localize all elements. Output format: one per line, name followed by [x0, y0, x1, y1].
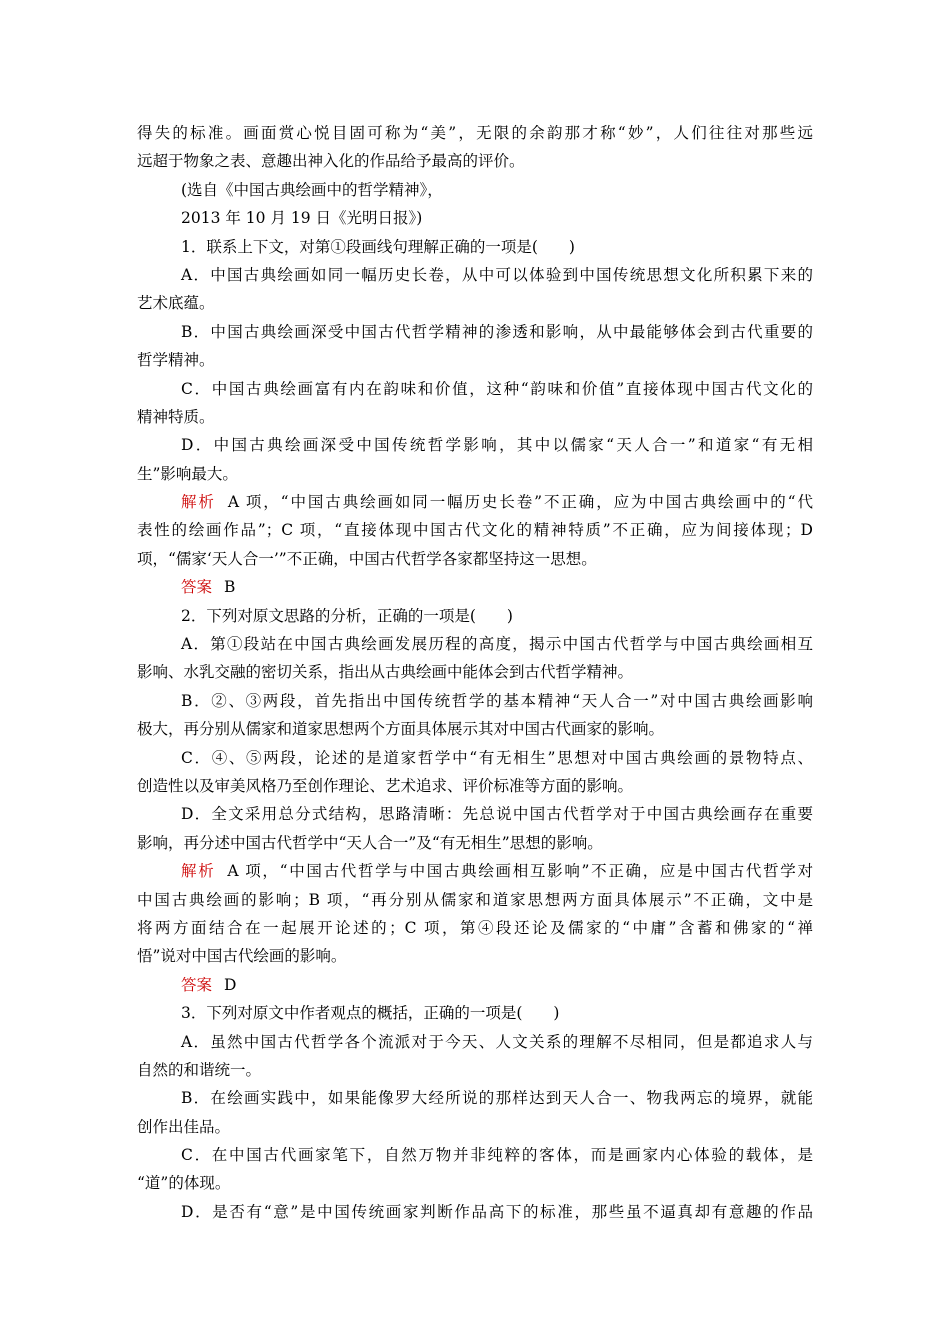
q2-option-a: A．第①段站在中国古典绘画发展历程的高度，揭示中国古代哲学与中国古典绘画相互 — [181, 635, 813, 654]
source-line-1: (选自《中国古典绘画中的哲学精神》， — [181, 180, 443, 199]
q2-option-a-cont: 影响、水乳交融的密切关系，指出从古典绘画中能体会到古代哲学精神。 — [137, 663, 634, 682]
q3-stem: 3．下列对原文中作者观点的概括，正确的一项是( ) — [181, 1004, 560, 1023]
q3-option-b: B．在绘画实践中，如果能像罗大经所说的那样达到天人合一、物我两忘的境界，就能 — [181, 1089, 813, 1108]
q2-analysis-cont-2: 将两方面结合在一起展开论述的；C 项，第④段还论及儒家的“中庸”含蓄和佛家的“禅 — [137, 918, 813, 937]
q1-analysis-cont-1: 表性的绘画作品”；C 项，“直接体现中国古代文化的精神特质”不正确，应为间接体现；D — [137, 521, 813, 540]
q1-option-d-cont: 生”影响最大。 — [137, 464, 238, 483]
q1-stem: 1．联系上下文，对第①段画线句理解正确的一项是( ) — [181, 237, 575, 256]
q1-option-a: A．中国古典绘画如同一幅历史长卷，从中可以体验到中国传统思想文化所积累下来的 — [181, 265, 813, 284]
q1-option-a-cont: 艺术底蕴。 — [137, 294, 215, 313]
q2-answer — [137, 971, 813, 999]
intro-line-1: 得失的标准。画面赏心悦目固可称为“美”，无限的余韵那才称“妙”，人们往往对那些远 — [137, 124, 813, 142]
q1-answer — [137, 573, 813, 601]
q1-analysis — [137, 488, 813, 516]
q3-option-b-cont: 创作出佳品。 — [137, 1117, 231, 1136]
answer-label: 答案 — [181, 578, 213, 597]
document-page — [137, 119, 813, 1226]
q3-option-c: C．在中国古代画家笔下，自然万物并非纯粹的客体，而是画家内心体验的载体，是 — [181, 1146, 813, 1165]
q2-option-d-cont: 影响，再分述中国古代哲学中“天人合一”及“有无相生”思想的影响。 — [137, 833, 603, 852]
q1-analysis-text: A 项，“中国古典绘画如同一幅历史长卷”不正确，应为中国古典绘画中的“代 — [227, 493, 813, 512]
q1-option-b-cont: 哲学精神。 — [137, 351, 215, 370]
q2-analysis-text: A 项，“中国古代哲学与中国古典绘画相互影响”不正确，应是中国古代哲学对 — [227, 862, 813, 881]
q3-option-a-cont: 自然的和谐统一。 — [137, 1060, 262, 1079]
q2-option-b: B．②、③两段，首先指出中国传统哲学的基本精神“天人合一”对中国古典绘画影响 — [181, 691, 813, 710]
q2-analysis-cont-1: 中国古典绘画的影响；B 项，“再分别从儒家和道家思想两方面具体展示”不正确，文中是 — [137, 890, 813, 909]
q1-option-c-cont: 精神特质。 — [137, 407, 215, 426]
intro-line-2: 远超于物象之表、意趣出神入化的作品给予最高的评价。 — [137, 152, 525, 171]
q3-option-d: D．是否有“意”是中国传统画家判断作品高下的标准，那些虽不逼真却有意趣的作品 — [181, 1202, 813, 1221]
source-line-2: 2013 年 10 月 19 日《光明日报》) — [181, 209, 423, 228]
q3-option-a: A．虽然中国古代哲学各个流派对于今天、人文关系的理解不尽相同，但是都追求人与 — [181, 1032, 813, 1051]
analysis-label: 解析 — [181, 862, 216, 881]
q2-answer-value: D — [224, 975, 237, 994]
q2-analysis-cont-3: 悟”说对中国古代绘画的影响。 — [137, 947, 347, 966]
q1-option-d: D．中国古典绘画深受中国传统哲学影响，其中以儒家“天人合一”和道家“有无相 — [181, 436, 813, 455]
q1-option-b: B．中国古典绘画深受中国古代哲学精神的渗透和影响，从中最能够体会到古代重要的 — [181, 322, 813, 341]
q1-analysis-cont-2: 项，“儒家‘天人合一’”不正确，中国古代哲学各家都坚持这一思想。 — [137, 549, 597, 568]
q1-answer-value: B — [224, 578, 236, 597]
q2-analysis — [137, 857, 813, 885]
q2-option-b-cont: 极大，再分别从儒家和道家思想两个方面具体展示其对中国古代画家的影响。 — [137, 720, 665, 739]
analysis-label: 解析 — [181, 493, 216, 512]
q2-stem: 2．下列对原文思路的分析，正确的一项是( ) — [181, 606, 513, 625]
q1-option-c: C．中国古典绘画富有内在韵味和价值，这种“韵味和价值”直接体现中国古代文化的 — [181, 379, 813, 398]
q2-option-c-cont: 创造性以及审美风格乃至创作理论、艺术追求、评价标准等方面的影响。 — [137, 776, 634, 795]
answer-label: 答案 — [181, 975, 213, 994]
q3-option-c-cont: “道”的体现。 — [137, 1174, 231, 1193]
q2-option-d: D．全文采用总分式结构，思路清晰：先总说中国古代哲学对于中国古典绘画存在重要 — [181, 805, 813, 824]
q2-option-c: C．④、⑤两段，论述的是道家哲学中“有无相生”思想对中国古典绘画的景物特点、 — [181, 748, 813, 767]
